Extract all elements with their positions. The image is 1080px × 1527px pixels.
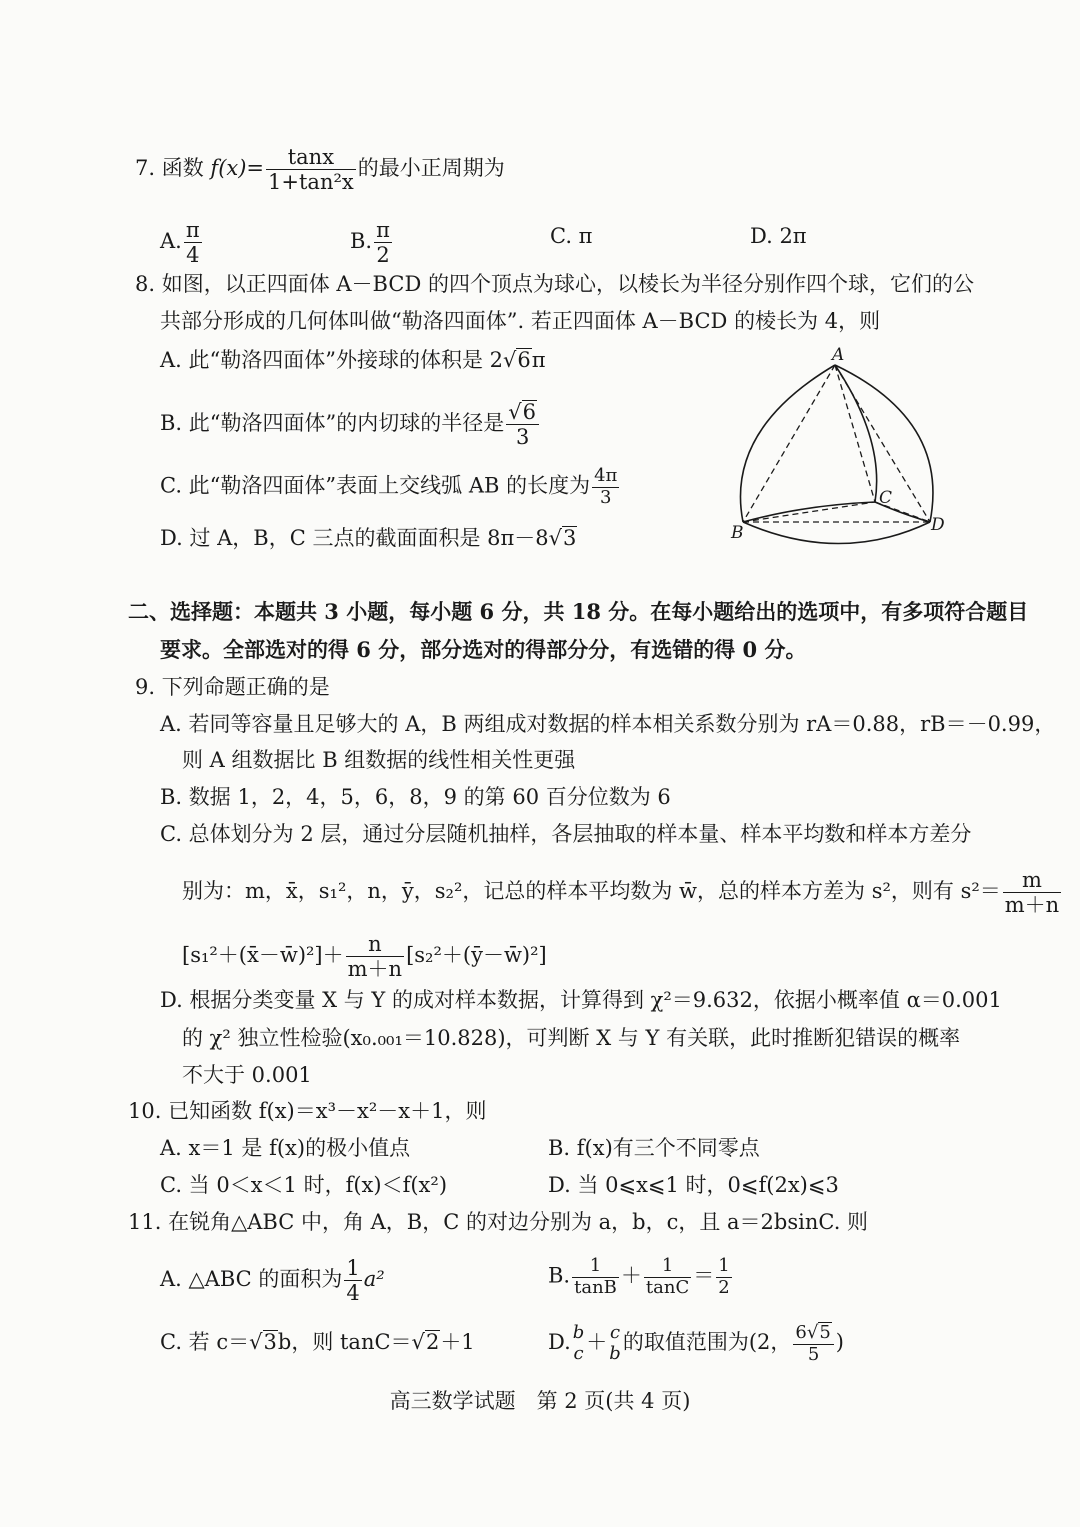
q11-opt-d-mid: 的取值范围为(2， [622,1330,792,1355]
q10-option-a: A. x＝1 是 f(x)的极小值点 [160,1136,411,1160]
q11-opt-c-mid: b，则 tanC＝ [277,1330,412,1354]
q11-opt-d-num3-root: 5 [819,1322,831,1343]
q8-option-c [160,466,621,508]
reuleaux-tetrahedron-figure [725,340,965,550]
q7-option-b [350,218,394,267]
q11-opt-b-frac2 [644,1256,691,1298]
q11-opt-c-post: ＋1 [440,1330,475,1354]
q11-opt-d-frac2 [609,1323,621,1364]
q8-opt-c-frac [592,466,619,508]
q7-opt-b-den: 2 [376,243,390,268]
q8-opt-a-post: π [531,348,546,372]
q9-c-frac-n-den: m＋n [347,957,403,982]
q9-c-line3-pre: [s₁²＋(x̄－w̄)²]＋ [182,943,344,968]
q11-opt-d-num3-pre: 6 [795,1322,807,1343]
q11-opt-b-plus: ＋ [620,1263,642,1288]
q7-opt-b-num: π [376,218,390,242]
q11-opt-d-post: ) [835,1330,844,1355]
q7-opt-b-label: B. [350,229,373,254]
q8-opt-c-text: C. 此“勒洛四面体”表面上交线弧 AB 的长度为 [160,473,591,498]
q11-opt-a-text: A. △ABC 的面积为 [160,1267,343,1292]
q11-opt-c-pre: C. 若 c＝ [160,1330,250,1354]
q9-option-c-line1: C. 总体划分为 2 层，通过分层随机抽样，各层抽取的样本量、样本平均数和样本方差分 [160,822,972,846]
q11-option-d [548,1322,844,1365]
q9-option-a-line1: A. 若同等容量且足够大的 A，B 两组成对数据的样本相关系数分别为 rA＝0.88，rB＝－0.99， [160,712,1056,736]
q11-opt-d-label: D. [548,1330,571,1355]
q11-opt-c-root2: 2 [425,1330,440,1354]
vertex-label-c: C [879,488,893,508]
q7-opt-a-label: A. [160,229,182,254]
q8-option-b [160,400,541,449]
q11-opt-d-den3: 5 [807,1343,820,1365]
vertex-label-b: B [731,523,744,543]
q7-option-a [160,218,204,267]
q11-opt-b-label: B. [548,1263,571,1288]
q10-option-b: B. f(x)有三个不同零点 [548,1136,760,1160]
q9-c-line3-post: [s₂²＋(ȳ－w̄)²] [406,943,547,968]
q9-option-b: B. 数据 1，2，4，5，6，8，9 的第 60 百分位数为 6 [160,785,671,809]
q8-opt-b-root: 6 [522,400,537,424]
q11-opt-b-eq: ＝ [693,1263,715,1288]
q11-opt-b-frac1 [572,1256,619,1298]
q9-option-d-line2: 的 χ² 独立性检验(x₀.₀₀₁＝10.828)，可判断 X 与 Y 有关联，此时推断犯错误的概率 [182,1026,961,1050]
section2-header-line2: 要求。全部选对的得 6 分，部分选对的得部分分，有选错的得 0 分。 [160,637,807,662]
q10-option-c: C. 当 0＜x＜1 时，f(x)＜f(x²) [160,1173,448,1197]
vertex-label-d: D [931,515,945,535]
q7-opt-a-num: π [185,218,200,242]
q11-opt-d-plus: ＋ [586,1330,608,1355]
q10-stem: 10. 已知函数 f(x)＝x³－x²－x＋1，则 [128,1099,487,1123]
q10-option-d: D. 当 0⩽x⩽1 时，0⩽f(2x)⩽3 [548,1173,839,1197]
q7-stem [135,145,505,194]
q11-opt-d-frac1 [573,1323,585,1364]
q11-opt-d-den2: b [609,1342,621,1364]
q8-option-d: D. 过 A，B，C 三点的截面面积是 8π－8√3 [160,526,577,550]
q11-option-c: C. 若 c＝√3b，则 tanC＝√2＋1 [160,1330,475,1354]
q11-opt-b-den2: tanC [645,1276,690,1298]
q9-c-line2-text: 别为：m，x̄，s₁²，n，ȳ，s₂²，记总的样本平均数为 w̄，总的样本方差为 s²，则有 s²＝ [182,879,1001,904]
q7-number: 7. [135,156,156,181]
q8-opt-b-frac: $\frac{√6}{3}$ [506,400,539,449]
q11-stem: 11. 在锐角△ABC 中，角 A，B，C 的对边分别为 a，b，c，且 a＝2bsinC. 则 [128,1210,869,1234]
q7-opt-b-frac [374,218,392,267]
q9-option-c-line2 [182,868,1063,917]
q11-opt-b-frac3 [716,1256,731,1298]
q7-option-c: C. π [550,224,593,248]
q11-option-a [160,1256,385,1305]
q11-opt-b-den1: tanB [574,1276,617,1298]
q8-opt-d-root: 3 [563,526,577,550]
q7-frac-num: tanx [266,145,356,170]
q8-stem-line1: 8. 如图，以正四面体 A－BCD 的四个顶点为球心，以棱长为半径分别作四个球，它们的公 [135,272,974,296]
edge-ab [743,365,835,522]
q11-opt-b-den3: 2 [718,1276,730,1298]
q8-stem-line2: 共部分形成的几何体叫做“勒洛四面体”. 若正四面体 A－BCD 的棱长为 4，则 [160,309,881,333]
q9-option-a-line2: 则 A 组数据比 B 组数据的线性相关性更强 [182,748,576,772]
q8-opt-d-text: D. 过 A，B，C 三点的截面面积是 8π－8 [160,526,549,550]
q8-opt-a-root: 6 [517,348,531,372]
q11-opt-b-num1: 1 [572,1256,619,1278]
q11-opt-a-frac [344,1256,361,1305]
q9-option-d-line3: 不大于 0.001 [182,1063,312,1087]
q8-opt-b-den: 3 [515,425,530,450]
q7-opt-a-den: 4 [186,243,200,268]
q11-opt-d-den1: c [573,1342,584,1364]
q7-function: f(x)= [210,156,265,181]
q7-opt-a-frac [184,218,202,267]
q11-opt-d-num1: b [572,1322,585,1343]
q9-c-frac-m-num: m [1003,868,1061,893]
vertex-label-a: A [832,345,845,365]
arc-bd [743,522,930,544]
q7-frac-den: 1+tan²x [268,170,354,195]
q11-option-b [548,1256,734,1298]
q9-c-frac-m-den: m＋n [1004,893,1060,918]
q11-opt-b-num2: 1 [644,1256,691,1278]
edge-bc [743,502,875,522]
q8-opt-b-text: B. 此“勒洛四面体”的内切球的半径是 [160,411,505,436]
q8-opt-c-den: 3 [600,486,612,508]
q8-opt-a-text: A. 此“勒洛四面体”外接球的体积是 2 [160,348,504,372]
q7-fraction [266,145,356,194]
q9-c-frac-n-num: n [346,932,404,957]
page-footer: 高三数学试题 第 2 页(共 4 页) [389,1389,691,1413]
q7-stem-prefix: 函数 [161,156,204,181]
arc-ab [740,365,835,522]
q9-c-frac-n [346,932,404,981]
q11-opt-c-root1: 3 [263,1330,277,1354]
q7-stem-suffix: 的最小正周期为 [357,156,505,181]
q9-c-frac-m [1003,868,1061,917]
q9-option-d-line1: D. 根据分类变量 X 与 Y 的成对样本数据，计算得到 χ²＝9.632，依据小概率值 α＝0.001 [160,988,1002,1012]
q11-opt-b-num3: 1 [718,1255,730,1276]
q8-opt-c-num: 4π [594,465,618,486]
q11-opt-d-num2: c [610,1322,621,1343]
section2-header-line1: 二、选择题：本题共 3 小题，每小题 6 分，共 18 分。在每小题给出的选项中，有多项符合题目 [128,599,1029,624]
q11-opt-a-num: 1 [346,1256,360,1280]
q9-option-c-line3 [182,932,547,981]
q8-option-a: A. 此“勒洛四面体”外接球的体积是 2√6π [160,348,546,372]
q11-opt-d-frac3: $\frac{6√5}{5}$ [793,1322,833,1365]
q7-option-d: D. 2π [750,224,807,248]
q11-opt-a-den: 4 [346,1281,360,1306]
q11-opt-a-post: a² [363,1267,385,1292]
q9-stem: 9. 下列命题正确的是 [135,675,330,699]
